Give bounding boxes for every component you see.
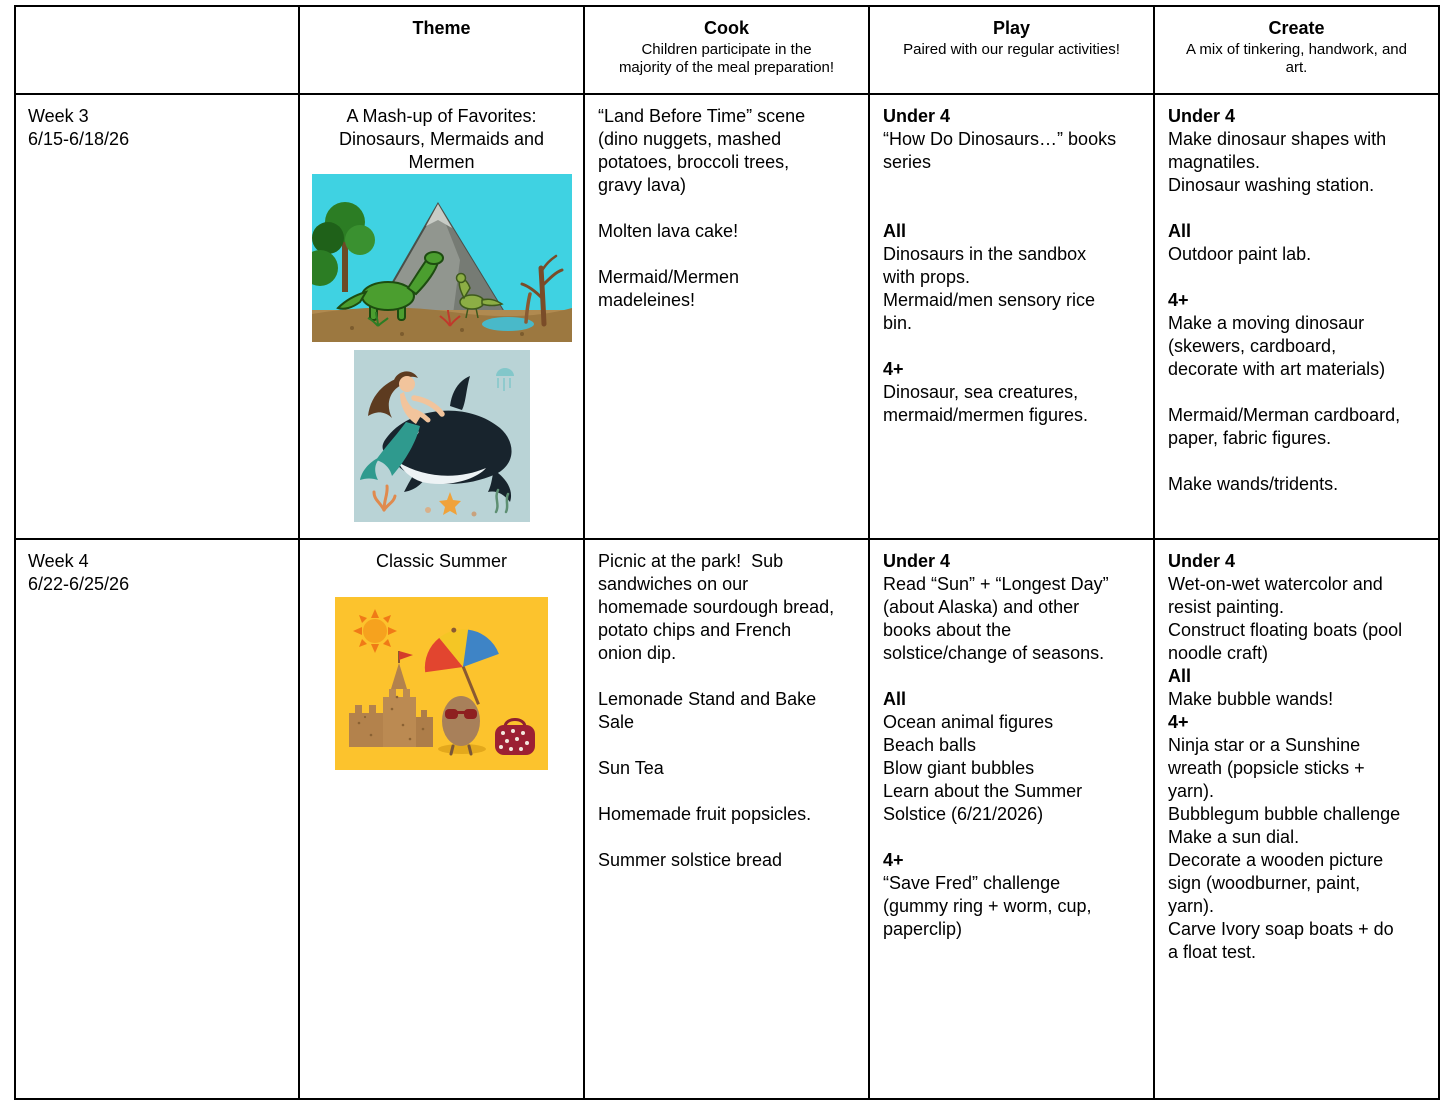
week-dates: 6/15-6/18/26 bbox=[28, 129, 130, 149]
activity-text: Learn about the Summer Solstice (6/21/2026) bbox=[883, 781, 1088, 824]
blank-line bbox=[598, 734, 836, 757]
week-dates: 6/22-6/25/26 bbox=[28, 574, 130, 594]
activity-text: Make bubble wands! bbox=[1168, 689, 1334, 709]
week4-theme-cell bbox=[299, 539, 584, 1099]
activity-text: Dinosaur washing station. bbox=[1168, 175, 1375, 195]
activity-text: Construct floating boats (pool noodle craft) bbox=[1168, 620, 1408, 663]
activity-text: Decorate a wooden picture sign (woodburner, paint, yarn). bbox=[1168, 850, 1389, 916]
blank-line bbox=[883, 665, 1121, 688]
week4-create-cell bbox=[1154, 539, 1439, 1099]
schedule-table bbox=[14, 5, 1440, 1100]
week4-play-cell bbox=[869, 539, 1154, 1099]
activity-text: Read “Sun” + “Longest Day” (about Alaska) and other books about the solstice/change of seasons. bbox=[883, 574, 1114, 663]
activity-text: Wet-on-wet watercolor and resist painting. bbox=[1168, 574, 1388, 617]
activity-text: Molten lava cake! bbox=[598, 221, 739, 241]
activity-text: Mermaid/men sensory rice bin. bbox=[883, 290, 1101, 333]
age-group-heading: All bbox=[1168, 666, 1192, 686]
age-group-heading: Under 4 bbox=[883, 551, 951, 571]
activity-text: Lemonade Stand and Bake Sale bbox=[598, 689, 822, 732]
blank-line bbox=[598, 780, 836, 803]
activity-text: Make wands/tridents. bbox=[1168, 474, 1339, 494]
activity-text: Homemade fruit popsicles. bbox=[598, 804, 812, 824]
blank-line bbox=[1168, 450, 1406, 473]
activity-text: Make a moving dinosaur (skewers, cardboard, decorate with art materials) bbox=[1168, 313, 1386, 379]
theme-column-title: Theme bbox=[412, 18, 471, 38]
age-group-heading: Under 4 bbox=[1168, 551, 1236, 571]
activity-text: Dinosaur, sea creatures, mermaid/mermen figures. bbox=[883, 382, 1089, 425]
blank-line bbox=[1168, 266, 1406, 289]
activity-text: Summer solstice bread bbox=[598, 850, 783, 870]
shell bbox=[425, 507, 431, 513]
col-header-play bbox=[869, 6, 1154, 94]
activity-text: Make dinosaur shapes with magnatiles. bbox=[1168, 129, 1392, 172]
create-column-title: Create bbox=[1268, 18, 1325, 38]
cook-column-subtitle: Children participate in the majority of the meal preparation! bbox=[618, 41, 835, 76]
activity-text: Blow giant bubbles bbox=[883, 758, 1035, 778]
week3-play-cell bbox=[869, 94, 1154, 539]
mermaid-and-orca-illustration bbox=[354, 350, 530, 522]
activity-text: Bubblegum bubble challenge bbox=[1168, 804, 1401, 824]
play-column-title: Play bbox=[992, 18, 1031, 38]
shell bbox=[471, 512, 476, 517]
week-label: Week 4 bbox=[28, 551, 89, 571]
activity-text: Outdoor paint lab. bbox=[1168, 244, 1312, 264]
blank-line bbox=[1168, 381, 1406, 404]
age-group-heading: Under 4 bbox=[883, 106, 951, 126]
activity-text: Mermaid/Merman cardboard, paper, fabric figures. bbox=[1168, 405, 1406, 448]
activity-text: Picnic at the park! Sub sandwiches on our homemade sourdough bread, potato chips and French onion dip. bbox=[598, 551, 840, 663]
blank-line bbox=[883, 335, 1121, 358]
play-column-subtitle: Paired with our regular activities! bbox=[903, 41, 1120, 58]
age-group-heading: All bbox=[1168, 221, 1192, 241]
blank-line bbox=[598, 665, 836, 688]
activity-text: “Land Before Time” scene (dino nuggets, mashed potatoes, broccoli trees, gravy lava) bbox=[598, 106, 811, 195]
corner-cell bbox=[15, 6, 299, 94]
age-group-heading: 4+ bbox=[883, 850, 904, 870]
sandcastle-beach-photo bbox=[335, 597, 548, 770]
blank-line bbox=[883, 197, 1121, 220]
week3-theme-cell bbox=[299, 94, 584, 539]
header-row bbox=[15, 6, 1439, 94]
week4-row bbox=[15, 539, 1439, 1099]
activity-text: Dinosaurs in the sandbox with props. bbox=[883, 244, 1092, 287]
activity-text: Beach balls bbox=[883, 735, 977, 755]
dinosaur-scene-illustration bbox=[312, 174, 572, 342]
age-group-heading: 4+ bbox=[883, 359, 904, 379]
week3-create-cell bbox=[1154, 94, 1439, 539]
week3-row bbox=[15, 94, 1439, 539]
week3-label-cell bbox=[15, 94, 299, 539]
create-column-subtitle: A mix of tinkering, handwork, and art. bbox=[1186, 41, 1407, 76]
activity-text: Mermaid/Mermen madeleines! bbox=[598, 267, 745, 310]
cook-column-title: Cook bbox=[704, 18, 749, 38]
activity-text: Make a sun dial. bbox=[1168, 827, 1300, 847]
age-group-heading: 4+ bbox=[1168, 712, 1189, 732]
blank-line bbox=[598, 197, 836, 220]
col-header-cook bbox=[584, 6, 869, 94]
age-group-heading: All bbox=[883, 689, 907, 709]
blank-line bbox=[1168, 197, 1406, 220]
age-group-heading: 4+ bbox=[1168, 290, 1189, 310]
week-label: Week 3 bbox=[28, 106, 89, 126]
age-group-heading: All bbox=[883, 221, 907, 241]
activity-text: Carve Ivory soap boats + do a float test. bbox=[1168, 919, 1399, 962]
col-header-theme bbox=[299, 6, 584, 94]
activity-text: Sun Tea bbox=[598, 758, 664, 778]
ground bbox=[312, 307, 572, 342]
week3-cook-cell bbox=[584, 94, 869, 539]
col-header-create bbox=[1154, 6, 1439, 94]
blank-line bbox=[883, 174, 1121, 197]
blank-line bbox=[598, 243, 836, 266]
activity-text: “How Do Dinosaurs…” books series bbox=[883, 129, 1122, 172]
activity-text: Ninja star or a Sunshine wreath (popsicle sticks + yarn). bbox=[1168, 735, 1370, 801]
age-group-heading: Under 4 bbox=[1168, 106, 1236, 126]
blank-line bbox=[598, 826, 836, 849]
week4-label-cell bbox=[15, 539, 299, 1099]
theme-title: Classic Summer bbox=[375, 551, 508, 571]
activity-text: “Save Fred” challenge (gummy ring + worm, cup, paperclip) bbox=[883, 873, 1097, 939]
blank-line bbox=[883, 826, 1121, 849]
sun-icon bbox=[353, 609, 397, 653]
week4-cook-cell bbox=[584, 539, 869, 1099]
activity-text: Ocean animal figures bbox=[883, 712, 1054, 732]
theme-title: A Mash-up of Favorites: Dinosaurs, Mermaids and Mermen bbox=[338, 106, 545, 172]
